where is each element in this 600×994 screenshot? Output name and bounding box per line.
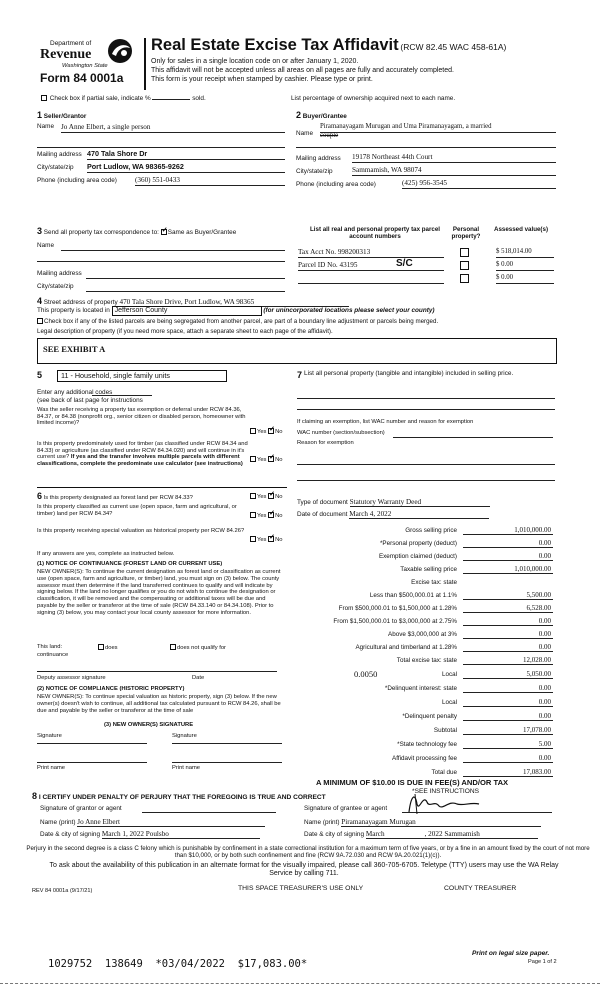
grantor-date-field[interactable]: March 1, 2022 Poulsbo bbox=[102, 830, 260, 839]
q-forest-land: 6 Is this property designated as forest land per RCW 84.33? bbox=[37, 491, 193, 501]
certify-heading: 8 I CERTIFY UNDER PENALTY OF PERJURY THAT THE FOREGOING IS TRUE AND CORRECT bbox=[32, 791, 326, 801]
seller-phone-field[interactable]: (360) 551-0433 bbox=[135, 176, 285, 186]
form-number: Form 84 0001a bbox=[40, 71, 124, 85]
q-timber-agriculture: Is this property predominately used for timber (as classified under RCW 84.34 and 84.33) or agriculture (as classified under RCW 84.34.020) and will continue in it's current use? If yes and the transfer involves multiple parcels with different classifications, complete the predominate use calculator (see instructions) bbox=[37, 441, 248, 467]
tax-row: Local 0.00 bbox=[441, 698, 551, 706]
q2-no-checkbox[interactable] bbox=[268, 456, 274, 462]
tax-row: Excise tax: state bbox=[411, 579, 457, 586]
partial-sale-checkbox[interactable] bbox=[41, 95, 47, 101]
parcel-row: $ 0.00 bbox=[298, 274, 556, 286]
historic-no-checkbox[interactable] bbox=[268, 536, 274, 542]
correspondence-name-field[interactable] bbox=[61, 242, 285, 251]
grantee-name-field[interactable]: Piramanayagam Murugan bbox=[341, 818, 541, 827]
county-select[interactable]: Jefferson County bbox=[112, 306, 262, 316]
parcel-col-header: List all real and personal property tax parcel account numbers bbox=[310, 226, 440, 241]
tax-row: Gross selling price 1,010,000.00 bbox=[405, 526, 551, 534]
buyer-city-field[interactable]: Sammamish, WA 98074 bbox=[352, 166, 556, 176]
q-historic: Is this property receiving special valuation as historical property per RCW 84.26? bbox=[37, 528, 245, 534]
tax-row: *Personal property (deduct) 0.00 bbox=[379, 539, 551, 547]
tax-row: Agricultural and timberland at 1.28% 0.00 bbox=[355, 643, 551, 651]
perjury-notice: Perjury in the second degree is a class C felony which is punishable by confinement in a state correctional institution for a maximum term of five years, or by a fine in an amount fixed by the court of not more than $10,000, or by both such confinement and fine (RCW 9A.72.030 and RCW 9A.20.021(1)(c)). bbox=[26, 845, 590, 860]
bottom-edge-line bbox=[0, 983, 600, 984]
buyer-mailing-field[interactable]: 19178 Northeast 44th Court bbox=[352, 153, 556, 163]
personal-property-checkbox[interactable] bbox=[460, 274, 469, 283]
current-use-no-checkbox[interactable] bbox=[268, 512, 274, 518]
tax-row: Total excise tax: state 12,028.00 bbox=[396, 656, 551, 664]
assessed-col-header: Assessed value(s) bbox=[494, 226, 548, 233]
historic-yes-checkbox[interactable] bbox=[250, 536, 256, 542]
tax-row: *Delinquent interest: state 0.00 bbox=[384, 684, 551, 692]
owner-signature-line[interactable] bbox=[172, 743, 282, 744]
does-qualify-checkbox[interactable] bbox=[98, 644, 104, 650]
compliance-notice: NEW OWNER(S): To continue special valuation as historic property, sign (3) below. If the new owner(s) doesn't wish to continue, all additional tax calculated pursuant to RCW 84.26, shall be due and payable by the seller or transferor at the time of sale bbox=[37, 694, 281, 714]
buyer-name-field[interactable]: Piramanayagam Murugan and Uma Piramanayagam, a married bbox=[320, 123, 556, 133]
tax-row: From $1,500,000.01 to $3,000,000 at 2.75% 0.00 bbox=[333, 617, 551, 625]
partial-sale-row: Check box if partial sale, indicate % sold. bbox=[41, 95, 206, 102]
owner-print-line[interactable] bbox=[37, 762, 147, 763]
property-address-row: 4 Street address of property 470 Tala Shore Drive, Port Ludlow, WA 98365 bbox=[37, 296, 349, 307]
q-current-use: Is this property classified as current use (open space, farm and agricultural, or timber) land per RCW 84.34? bbox=[37, 504, 237, 517]
legal-description-box[interactable]: SEE EXHIBIT A bbox=[37, 338, 557, 364]
document-type-field[interactable]: Statutory Warranty Deed bbox=[350, 498, 490, 507]
forest-yes-checkbox[interactable] bbox=[250, 493, 256, 499]
continuance-notice: NEW OWNER(S): To continue the current designation as forest land or classification as current use (open space, farm and agriculture, or timber) land, you must sign on (3) below. The county assessor must then determine if the land transferred continues to qualify and will indicate by signing below. If the land no longer qualifies or you do not wish to continue the designation or classification, it will be removed and the compensating or additional taxes will be due and payable by the seller or transferor at the time of sale (RCW 84.33.140 or 84.34.108). Prior to signing (3) below, you may contact your local county assessor for more information. bbox=[37, 569, 281, 616]
header-note-3: This form is your receipt when stamped by cashier. Please type or print. bbox=[151, 76, 373, 83]
grantor-signature-line[interactable] bbox=[142, 812, 276, 813]
header-divider bbox=[144, 38, 146, 90]
does-not-qualify-checkbox[interactable] bbox=[170, 644, 176, 650]
sc-mark: S/C bbox=[396, 258, 413, 269]
grantee-date-field[interactable]: March , 2022 Sammamish bbox=[366, 830, 538, 839]
personal-property-field[interactable] bbox=[297, 398, 555, 399]
tax-row: *State technology fee 5.00 bbox=[397, 740, 551, 748]
header-note-2: This affidavit will not be accepted unless all areas on all pages are fully and accurately completed. bbox=[151, 67, 454, 74]
correspondence-section: 3 Send all property tax correspondence to: ✓ Same as Buyer/Grantee Name bbox=[37, 226, 287, 266]
q2-yes-checkbox[interactable] bbox=[250, 456, 256, 462]
form-title: Real Estate Excise Tax Affidavit (RCW 82.45 WAC 458-61A) bbox=[151, 36, 507, 54]
dor-swirl-icon bbox=[106, 38, 134, 66]
exemption-reason-field[interactable] bbox=[297, 480, 555, 481]
header-note-1: Only for sales in a single location code on or after January 1, 2020. bbox=[151, 58, 359, 65]
tax-row: Total due 17,083.00 bbox=[431, 768, 551, 776]
personal-col-header: Personal property? bbox=[451, 226, 481, 241]
dor-logo: Department of Revenue Washington State Form 84 0001a bbox=[38, 38, 140, 90]
segregated-checkbox[interactable] bbox=[37, 318, 43, 324]
local-tax-row: 0.0050 Local 5,050.00 bbox=[354, 669, 551, 679]
seller-mailing-field[interactable]: 470 Tala Shore Dr bbox=[87, 150, 285, 160]
deputy-signature-line[interactable] bbox=[37, 671, 277, 672]
parcel-row: Parcel ID No. 43195 S/C $ 0.00 bbox=[298, 261, 556, 273]
section-divider bbox=[37, 487, 287, 488]
q1-yes-checkbox[interactable] bbox=[250, 428, 256, 434]
personal-property-checkbox[interactable] bbox=[460, 261, 469, 270]
tax-row: *Delinquent penalty 0.00 bbox=[402, 712, 551, 720]
land-use-select[interactable]: 11 - Household, single family units bbox=[57, 370, 227, 382]
buyer-section: 2 Buyer/Grantee Name Piramanayagam Murugan and Uma Piramanayagam, a married couple Mailing address 19178 Northeast 44th Court City/state/zip Sammamish, WA 98074 Phone (including area code) (425) 956-3545 bbox=[296, 110, 558, 222]
grantee-signature-icon bbox=[405, 790, 505, 818]
county-row: This property is located in Jefferson County (for unincorporated locations please select your county) bbox=[37, 306, 435, 316]
parcel-row: Tax Acct No. 998200313 $ 518,014.00 bbox=[298, 248, 556, 260]
grantor-name-field[interactable]: Jo Anne Elbert bbox=[77, 818, 265, 827]
current-use-yes-checkbox[interactable] bbox=[250, 512, 256, 518]
tax-row: Above $3,000,000 at 3% 0.00 bbox=[388, 630, 551, 638]
seller-name-field[interactable]: Jo Anne Elbert, a single person bbox=[61, 123, 285, 133]
tax-row: Taxable selling price 1,010,000.00 bbox=[400, 565, 551, 573]
legal-label: Legal description of property (if you need more space, attach a separate sheet to each page of the affidavit). bbox=[37, 328, 333, 335]
tax-row: Less than $500,000.01 at 1.1% 5,500.00 bbox=[369, 591, 551, 599]
additional-codes-field[interactable] bbox=[92, 389, 152, 396]
alternate-format-notice: To ask about the availability of this publication in an alternate format for the visually impaired, please call 360-705-6705. Teletype (TTY) users may use the WA Relay Service by calling 711. bbox=[49, 862, 559, 878]
ownership-note: List percentage of ownership acquired next to each name. bbox=[291, 95, 456, 102]
correspondence-mailing-field[interactable] bbox=[86, 270, 285, 279]
property-street-field[interactable]: 470 Tala Shore Drive, Port Ludlow, WA 98365 bbox=[119, 298, 349, 307]
personal-property-field[interactable] bbox=[297, 409, 555, 410]
seller-city-field[interactable]: Port Ludlow, WA 98365-9262 bbox=[87, 163, 285, 173]
cashier-receipt-stamp: 1029752 138649 *03/04/2022 $17,083.00* bbox=[48, 958, 308, 970]
seller-section: 1 Seller/Grantor Name Jo Anne Elbert, a single person Mailing address 470 Tala Shore Dr City/state/zip Port Ludlow, WA 98365-9262 Phone (including area code) (360) 551-0433 bbox=[37, 110, 287, 222]
tax-row: Subtotal 17,078.00 bbox=[433, 726, 551, 734]
tax-row: Affidavit processing fee 0.00 bbox=[392, 754, 551, 762]
document-date-field[interactable]: March 4, 2022 bbox=[349, 510, 489, 519]
personal-property-checkbox[interactable] bbox=[460, 248, 469, 257]
land-use-row: 5 11 - Household, single family units bbox=[37, 370, 287, 384]
tax-row: From $500,000.01 to $1,500,000 at 1.28% 6,528.00 bbox=[338, 604, 551, 612]
local-rate: 0.0050 bbox=[354, 669, 378, 679]
owner-signature-line[interactable] bbox=[37, 743, 147, 744]
owner-print-line[interactable] bbox=[172, 762, 282, 763]
tax-row: Exemption claimed (deduct) 0.00 bbox=[378, 552, 551, 560]
forest-no-checkbox[interactable] bbox=[268, 493, 274, 499]
q1-no-checkbox[interactable] bbox=[268, 428, 274, 434]
wac-number-field[interactable] bbox=[393, 437, 553, 438]
exemption-reason-field[interactable] bbox=[297, 464, 555, 465]
same-as-buyer-checkbox[interactable] bbox=[161, 229, 167, 235]
correspondence-city-field[interactable] bbox=[86, 283, 285, 292]
section7-intro: 7 List all personal property (tangible and intangible) included in selling price. bbox=[297, 370, 514, 380]
q-exemption-deferral: Was the seller receiving a property tax exemption or deferral under RCW 84.36, 84.37, or 84.38 (nonprofit org., senior citizen or disabled person, homeowner with limited income)? bbox=[37, 407, 246, 427]
segregated-row: Check box if any of the listed parcels are being segregated from another parcel, are part of a boundary line adjustment or parcels being merged. bbox=[37, 318, 438, 325]
buyer-phone-field[interactable]: (425) 956-3545 bbox=[402, 179, 556, 189]
minimum-fee-note: A MINIMUM OF $10.00 IS DUE IN FEE(S) AND/OR TAX bbox=[316, 778, 509, 787]
